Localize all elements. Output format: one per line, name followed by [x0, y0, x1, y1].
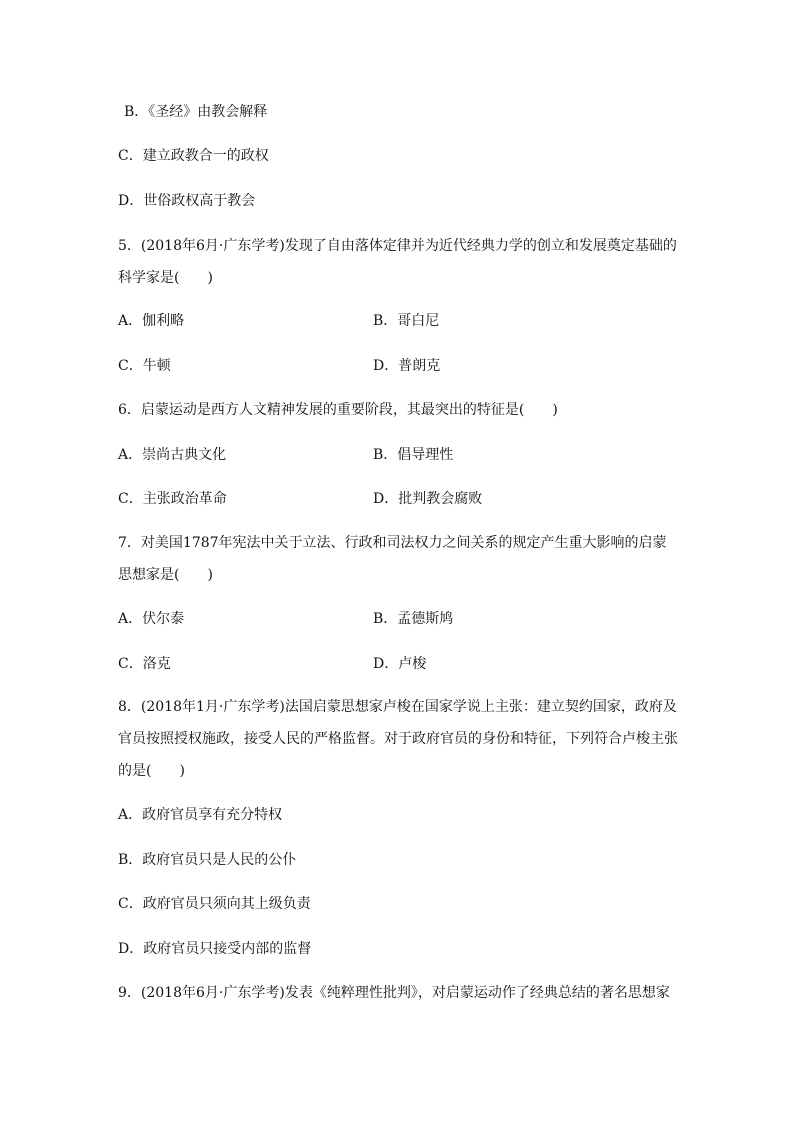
q4-option-d: D．世俗政权高于教会 [118, 193, 256, 209]
q7-option-b: B．孟德斯鸠 [373, 611, 454, 627]
q7-stem-line-1: 7．对美国1787年宪法中关于立法、行政和司法权力之间关系的规定产生重大影响的启蒙 [118, 535, 667, 551]
q5-option-d: D．普朗克 [373, 358, 441, 374]
q8-stem-line-1: 8．(2018年1月·广东学考)法国启蒙思想家卢梭在国家学说上主张：建立契约国家，政府及 [118, 699, 677, 715]
q5-stem-line-1: 5．(2018年6月·广东学考)发现了自由落体定律并为近代经典力学的创立和发展奠定基础的 [118, 238, 677, 254]
q7-option-d: D．卢梭 [373, 656, 427, 672]
q8-option-a: A．政府官员享有充分特权 [118, 807, 283, 823]
q6-option-c: C．主张政治革命 [118, 491, 227, 507]
q8-option-b: B．政府官员只是人民的公仆 [118, 852, 297, 868]
q9-stem-line-1: 9．(2018年6月·广东学考)发表《纯粹理性批判》，对启蒙运动作了经典总结的著名思想家 [118, 985, 670, 1001]
q6-option-b: B．倡导理性 [373, 447, 454, 463]
q8-stem-line-2: 官员按照授权施政，接受人民的严格监督。对于政府官员的身份和特征，下列符合卢梭主张 [118, 731, 678, 747]
q4-option-c: C．建立政教合一的政权 [118, 148, 269, 164]
q7-option-a: A．伏尔泰 [118, 611, 185, 627]
q8-option-c: C．政府官员只须向其上级负责 [118, 896, 311, 912]
q4-option-b: B．《圣经》由教会解释 [124, 104, 268, 120]
q7-stem-line-2: 思想家是( ) [118, 567, 213, 583]
q8-option-d: D．政府官员只接受内部的监督 [118, 941, 312, 957]
q5-option-c: C．牛顿 [118, 358, 171, 374]
q7-option-c: C．洛克 [118, 656, 171, 672]
q5-stem-line-2: 科学家是( ) [118, 270, 213, 286]
q8-stem-line-3: 的是( ) [118, 763, 185, 779]
q6-option-d: D．批判教会腐败 [373, 491, 483, 507]
q5-option-b: B．哥白尼 [373, 313, 440, 329]
q6-option-a: A．崇尚古典文化 [118, 447, 227, 463]
q5-option-a: A．伽利略 [118, 313, 185, 329]
q6-stem-line-1: 6．启蒙运动是西方人文精神发展的重要阶段，其最突出的特征是( ) [118, 402, 558, 418]
